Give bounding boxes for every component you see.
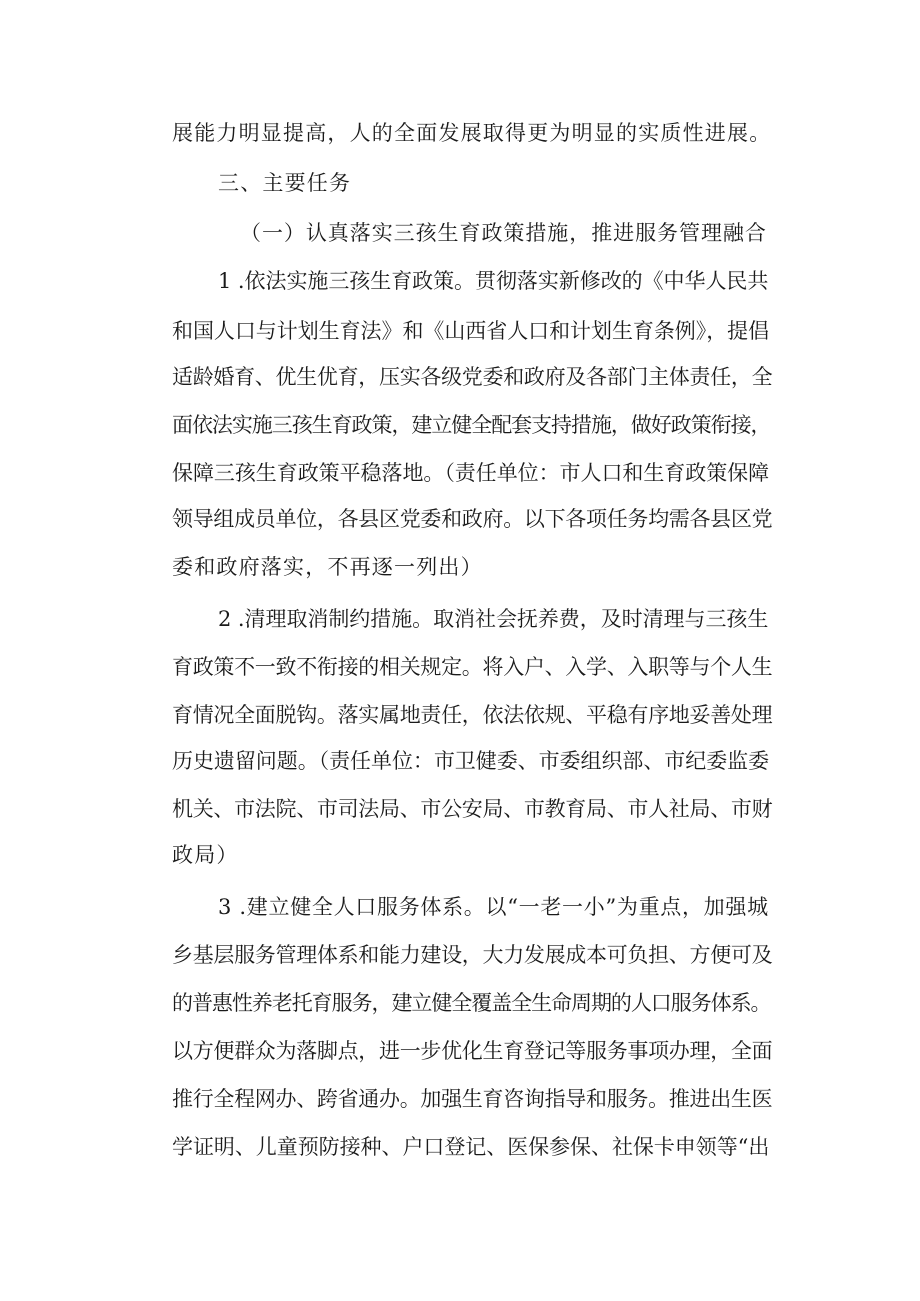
paragraph-line: 机关、市法院、市司法局、市公安局、市教育局、市人社局、市财 <box>172 797 773 821</box>
paragraph-line: 展能力明显提高，人的全面发展取得更为明显的实质性进展。 <box>172 121 772 145</box>
paragraph-line: 面依法实施三孩生育政策，建立健全配套支持措施，做好政策衔接， <box>172 413 771 437</box>
paragraph-line: 学证明、儿童预防接种、户口登记、医保参保、社保卡申领等“出 <box>172 1135 770 1159</box>
paragraph-line: 推行全程网办、跨省通办。加强生育咨询指导和服务。推进出生医 <box>172 1087 773 1111</box>
paragraph-line: 乡基层服务管理体系和能力建设，大力发展成本可负担、方便可及 <box>172 943 773 967</box>
paragraph-line: 3 .建立健全人口服务体系。以“一老一小”为重点，加强城 <box>218 895 769 919</box>
paragraph-line: 适龄婚育、优生优育，压实各级党委和政府及各部门主体责任，全 <box>172 365 773 389</box>
paragraph-line: 以方便群众为落脚点，进一步优化生育登记等服务事项办理，全面 <box>172 1039 773 1063</box>
paragraph-line: 育政策不一致不衔接的相关规定。将入户、入学、入职等与个人生 <box>172 655 773 679</box>
paragraph-line: 的普惠性养老托育服务，建立健全覆盖全生命周期的人口服务体系。 <box>172 991 771 1015</box>
paragraph-line: 1 .依法实施三孩生育政策。贯彻落实新修改的《中华人民共 <box>218 269 769 293</box>
paragraph-line: 保障三孩生育政策平稳落地。（责任单位：市人口和生育政策保障 <box>172 461 770 485</box>
paragraph-line: 政局） <box>172 843 239 867</box>
paragraph-line: 领导组成员单位，各县区党委和政府。以下各项任务均需各县区党 <box>172 507 773 531</box>
subsection-heading: （一）认真落实三孩生育政策措施，推进服务管理融合 <box>240 221 767 245</box>
paragraph-line: 历史遗留问题。（责任单位：市卫健委、市委组织部、市纪委监委 <box>172 749 770 773</box>
paragraph-line: 育情况全面脱钩。落实属地责任，依法依规、平稳有序地妥善处理 <box>172 703 773 727</box>
section-heading: 三、主要任务 <box>218 171 352 195</box>
paragraph-line: 2 .清理取消制约措施。取消社会抚养费，及时清理与三孩生 <box>218 607 769 631</box>
paragraph-line: 和国人口与计划生育法》和《山西省人口和计划生育条例》，提倡 <box>172 319 770 343</box>
paragraph-line: 委和政府落实，不再逐一列出） <box>172 555 483 579</box>
